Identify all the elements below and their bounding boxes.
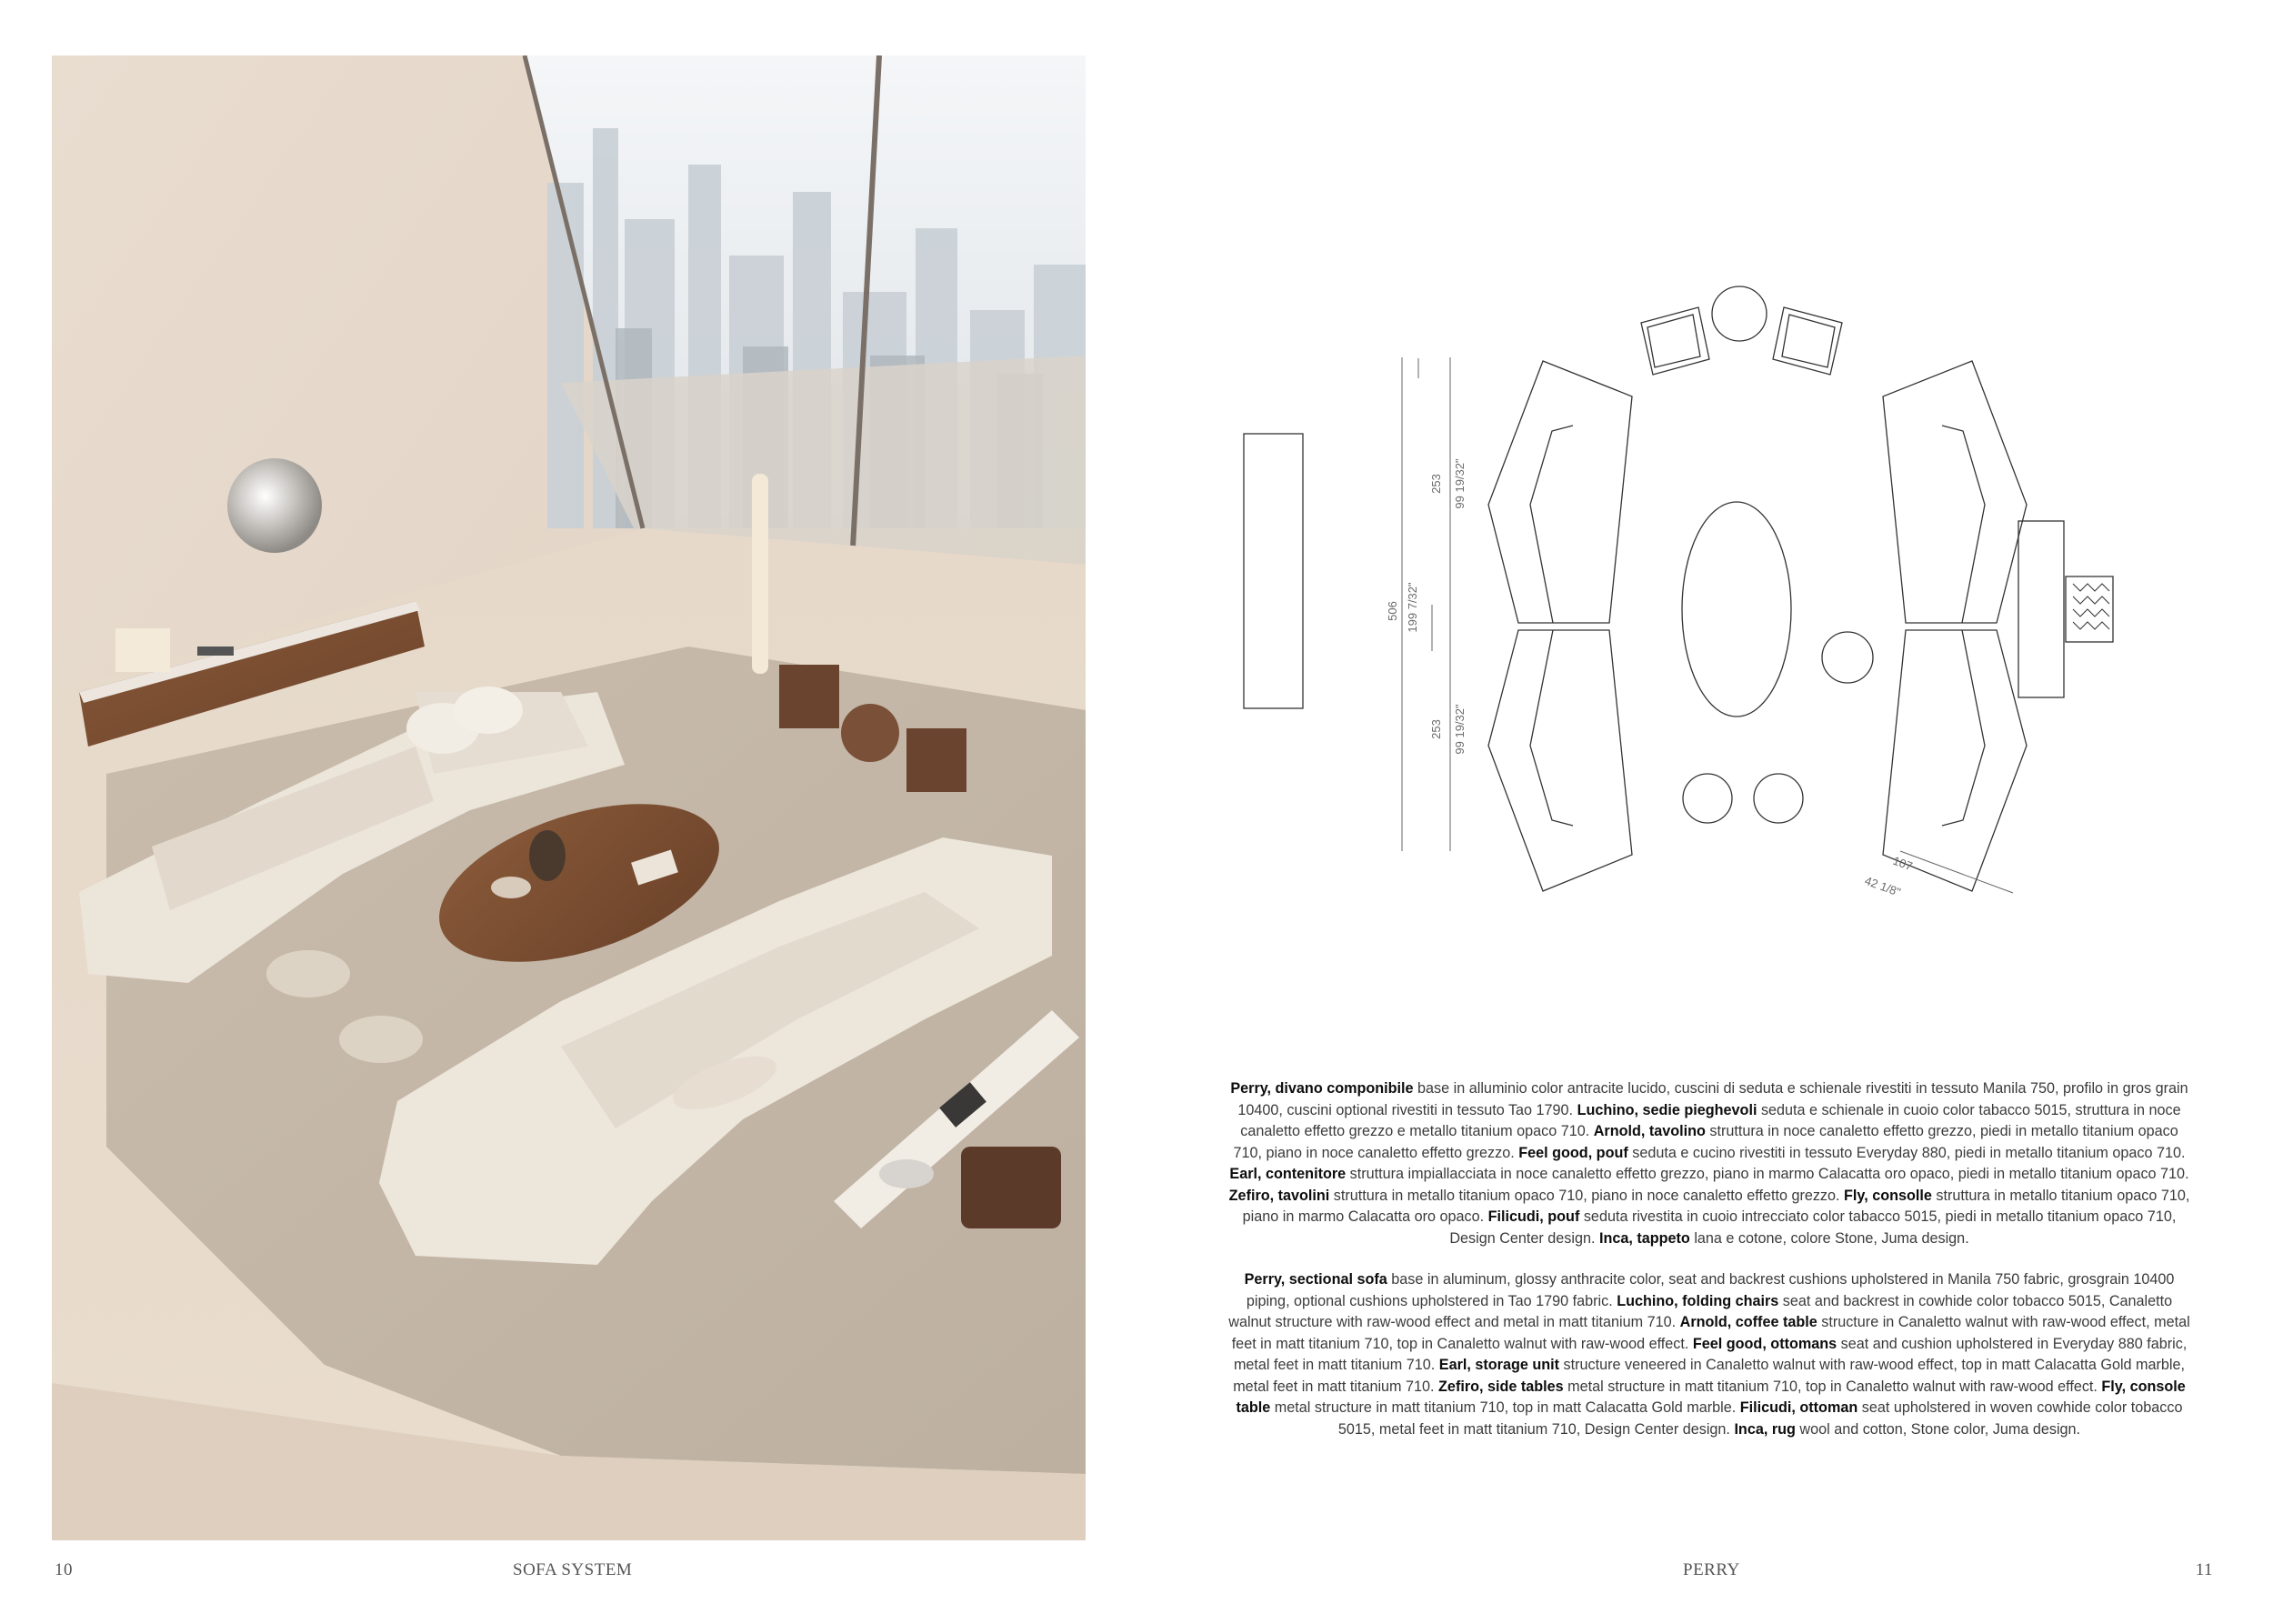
dim-total-in: 199 7/32" xyxy=(1406,582,1419,633)
caption-product-name: Luchino, folding chairs xyxy=(1617,1292,1779,1309)
caption-product-name: Fly, console table xyxy=(1236,1378,2186,1416)
caption-product-description: struttura in metallo titanium opaco 710, piano in noce canaletto effetto grezzo. xyxy=(1329,1187,1845,1204)
plan-woven-ottoman xyxy=(2066,576,2113,642)
running-head-right: PERRY xyxy=(1683,1560,1740,1579)
caption-product-description: struttura in metallo titanium opaco 710, piano in marmo Calacatta oro opaco. xyxy=(1242,1187,2190,1225)
caption-product-name: Perry, sectional sofa xyxy=(1244,1271,1387,1288)
caption-product-description: lana e cotone, colore Stone, Juma design. xyxy=(1689,1229,1969,1247)
caption-product-name: Inca, tappeto xyxy=(1598,1229,1690,1247)
dim-upper-in: 99 19/32" xyxy=(1453,458,1467,509)
floor-lamp xyxy=(752,474,768,674)
plan-coffee-table xyxy=(1682,502,1791,717)
dim-depth-in: 42 1/8" xyxy=(1862,873,1903,899)
plan-side-table-top xyxy=(1712,286,1767,341)
caption-product-description: seat upholstered in woven cowhide color tobacco 5015, metal feet in matt titanium 710, Design Center design. xyxy=(1337,1399,2183,1438)
caption-product-name: Earl, storage unit xyxy=(1438,1357,1560,1373)
caption-product-name: Perry, divano componibile xyxy=(1230,1080,1414,1097)
plan-sofa-right-upper xyxy=(1883,361,2027,623)
caption-product-description: wool and cotton, Stone color, Juma design. xyxy=(1795,1420,2081,1438)
caption-product-name: Feel good, pouf xyxy=(1518,1144,1628,1161)
page-number-left: 10 xyxy=(55,1560,73,1579)
caption-product-description: structure veneered in Canaletto walnut with raw-wood effect, top in matt Calacatta Gold marble, metal feet in matt titanium 710. xyxy=(1233,1357,2186,1395)
caption-english xyxy=(1227,1269,2191,1440)
caption-product-name: Luchino, sedie pieghevoli xyxy=(1577,1101,1757,1118)
caption-product-name: Zefiro, tavolini xyxy=(1228,1187,1330,1204)
plan-side-table-right xyxy=(1822,632,1873,683)
woven-ottoman xyxy=(961,1147,1061,1228)
interior-photo xyxy=(52,55,1086,1540)
caption-product-description: struttura impiallacciata in noce canaletto effetto grezzo, piano in marmo Calacatta oro opaco, piedi in metallo titanium opaco 710. xyxy=(1346,1166,2189,1182)
caption-product-description: metal structure in matt titanium 710, top in Canaletto walnut with raw-wood effect. xyxy=(1563,1378,2102,1395)
dim-depth-cm: 107 xyxy=(1890,853,1915,874)
caption-product-name: Filicudi, pouf xyxy=(1487,1208,1580,1225)
plan-console-right xyxy=(2018,521,2064,697)
caption-product-name: Arnold, coffee table xyxy=(1679,1314,1817,1330)
running-head-left: SOFA SYSTEM xyxy=(513,1560,633,1579)
dim-lower-cm: 253 xyxy=(1429,719,1443,739)
caption-product-description: seat and backrest in cowhide color tobacco 5015, Canaletto walnut structure with raw-wood effect and metal in matt titanium 710. xyxy=(1228,1292,2173,1330)
caption-product-description: seduta e schienale in cuoio color tabacco 5015, struttura in noce canaletto effetto grezzo e metallo titanium opaco 710. xyxy=(1240,1101,2181,1139)
caption-product-description: base in alluminio color antracite lucido, cuscini di seduta e schienale rivestiti in tessuto Manila 750, profilo in gros grain 10400, cuscini optional rivestiti in tessuto Tao 1790. xyxy=(1237,1080,2188,1118)
plan-console-left xyxy=(1244,434,1303,708)
plan-sofa-right-lower xyxy=(1883,630,2027,891)
caption-product-description: base in aluminum, glossy anthracite color, seat and backrest cushions upholstered in Manila 750 fabric, grosgrain 10400 piping, optional cushions upholstered in Tao 1790 fabric. xyxy=(1246,1271,2175,1309)
plan-chair-right xyxy=(1773,307,1842,375)
dim-total-cm: 506 xyxy=(1386,601,1399,621)
plan-chair-left xyxy=(1641,307,1709,375)
dim-lower-in: 99 19/32" xyxy=(1453,704,1467,755)
wall-mirror xyxy=(227,458,322,553)
caption-product-name: Earl, contenitore xyxy=(1229,1166,1347,1182)
caption-italian xyxy=(1227,1078,2191,1249)
caption-product-description: seduta rivestita in cuoio intrecciato color tabacco 5015, piedi in metallo titanium opaco 710, Design Center design. xyxy=(1449,1208,2177,1247)
page-number-right: 11 xyxy=(2195,1560,2213,1579)
caption-product-name: Filicudi, ottoman xyxy=(1739,1399,1858,1416)
caption-product-name: Arnold, tavolino xyxy=(1593,1123,1706,1139)
caption-product-description: struttura in noce canaletto effetto grezzo, piedi in metallo titanium opaco 710, piano in noce canaletto effetto grezzo. xyxy=(1233,1123,2178,1161)
dim-upper-cm: 253 xyxy=(1429,474,1443,494)
caption-product-name: Fly, consolle xyxy=(1844,1187,1932,1204)
caption-product-name: Inca, rug xyxy=(1734,1420,1796,1438)
caption-product-description: metal structure in matt titanium 710, top in matt Calacatta Gold marble. xyxy=(1270,1399,1740,1416)
caption-product-name: Feel good, ottomans xyxy=(1692,1335,1837,1352)
plan-ottoman-1 xyxy=(1683,774,1732,823)
plan-ottoman-2 xyxy=(1754,774,1803,823)
plan-sofa-left-upper xyxy=(1488,361,1632,623)
floor-plan-drawing xyxy=(1227,273,2182,927)
caption-product-name: Zefiro, side tables xyxy=(1438,1378,1564,1395)
caption-product-description: seat and cushion upholstered in Everyday 880 fabric, metal feet in matt titanium 710. xyxy=(1233,1335,2188,1373)
caption-product-description: seduta e cucino rivestiti in tessuto Everyday 880, piedi in metallo titanium opaco 710. xyxy=(1627,1144,2186,1161)
caption-product-description: structure in Canaletto walnut with raw-wood effect, metal feet in matt titanium 710, top in Canaletto walnut with raw-wood effect. xyxy=(1231,1314,2190,1352)
plan-sofa-left-lower xyxy=(1488,630,1632,891)
